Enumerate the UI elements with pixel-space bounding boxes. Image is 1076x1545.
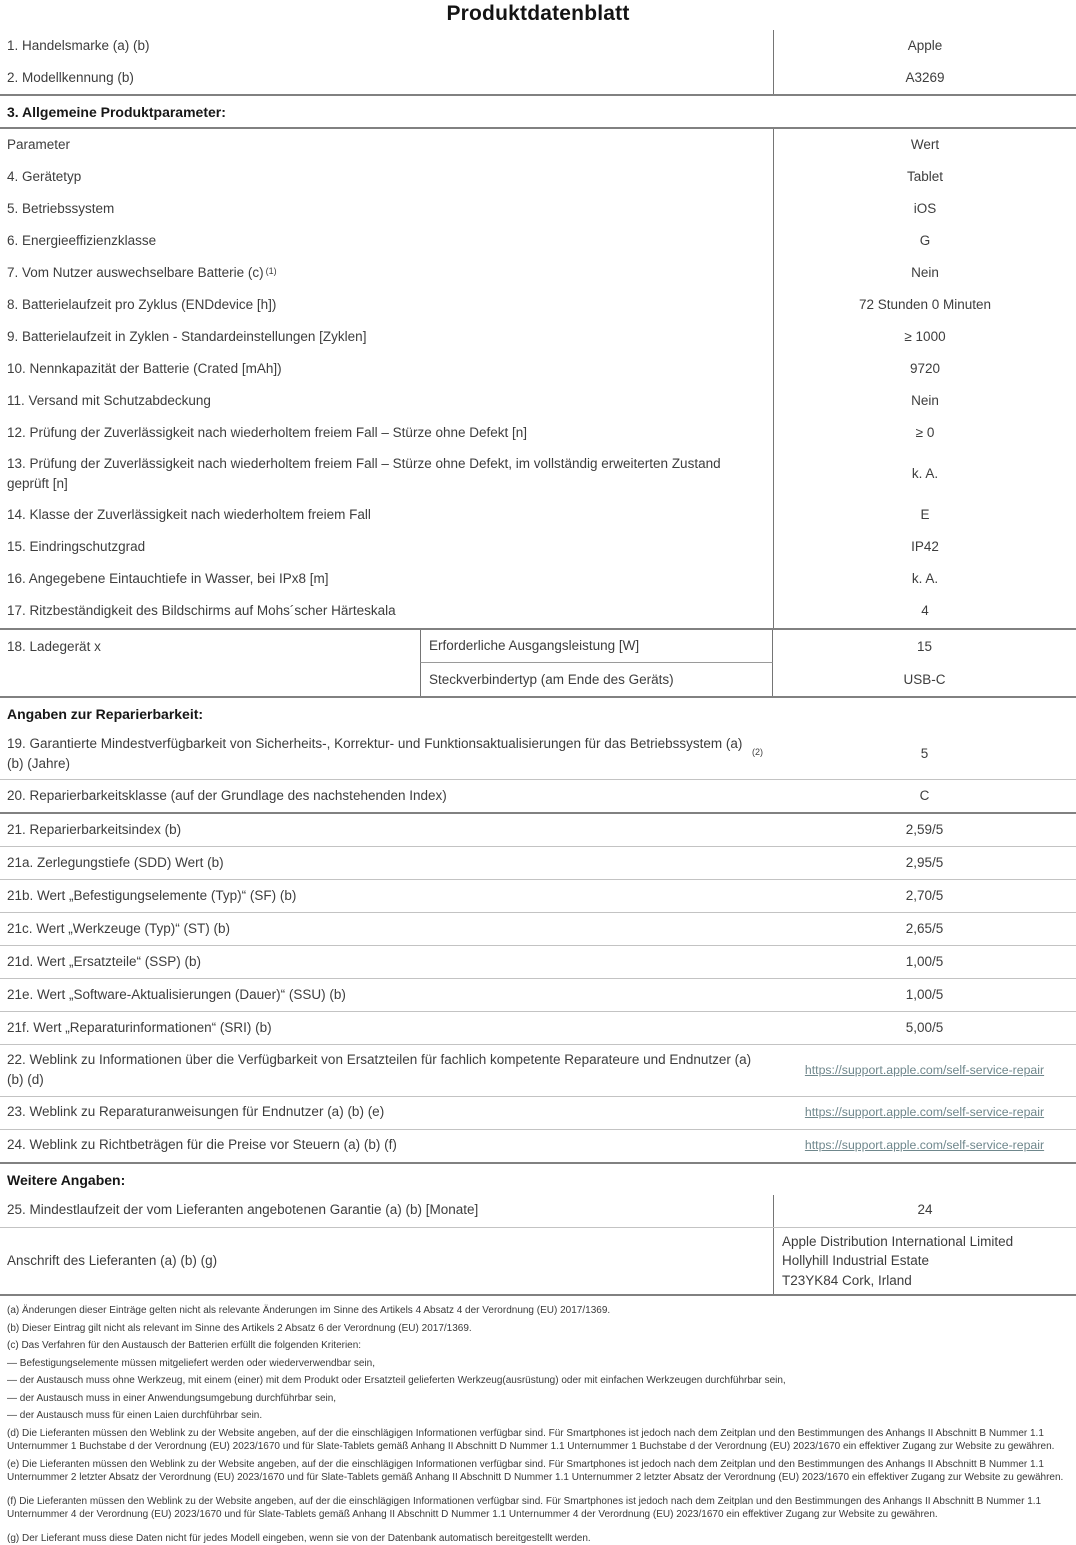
row-label: 11. Versand mit Schutzabdeckung (7, 392, 211, 408)
row-value: 2,59/5 (905, 821, 944, 837)
row-value: 72 Stunden 0 Minuten (773, 289, 1076, 321)
row-value: ≥ 0 (773, 417, 1076, 449)
row-label: 21c. Wert „Werkzeuge (Typ)“ (ST) (b) (7, 920, 231, 936)
footnote: (g) Der Lieferant muss diese Daten nicht für jedes Modell eingeben, wenn sie von der Datenbank automatisch bereitgestellt werden. (7, 1532, 591, 1544)
row-value: k. A. (773, 449, 1076, 500)
row-label: 13. Prüfung der Zuverlässigkeit nach wiederholtem freiem Fall – Stürze ohne Defekt, im vollständig erweiterten Zustand geprüft [n] (7, 456, 721, 492)
table-row (0, 289, 1076, 321)
row-label: 6. Energieeffizienzklasse (7, 232, 157, 248)
row-value: A3269 (773, 62, 1076, 94)
page-title: Produktdatenblatt (446, 2, 630, 25)
weblink-row (0, 1097, 1076, 1129)
table-row (0, 564, 1076, 596)
footnote-criterion: — der Austausch muss ohne Werkzeug, mit einem (einer) mit dem Produkt oder Ersatzteil gelieferten Werkzeug(ausrüstung) oder mit einfachen Werkzeugen durchführbar sein, (7, 1375, 786, 1387)
charger-row (0, 630, 1076, 696)
row-value (773, 1045, 1076, 1096)
row-label: 23. Weblink zu Reparaturanweisungen für Endnutzer (a) (b) (e) (7, 1104, 385, 1120)
table-row (0, 449, 1076, 500)
row-value: iOS (773, 193, 1076, 225)
row-value: 5,00/5 (905, 1019, 944, 1035)
charger-sub-row (420, 630, 1076, 663)
row-label: Parameter (7, 136, 71, 152)
footnotes-section (0, 1296, 1076, 1545)
table-row-model (0, 62, 1076, 94)
row-label: 21e. Wert „Software-Aktualisierungen (Dauer)“ (SSU) (b) (7, 986, 346, 1002)
row-label (0, 257, 773, 289)
row-label: 12. Prüfung der Zuverlässigkeit nach wiederholtem freiem Fall – Stürze ohne Defekt [n] (7, 424, 528, 440)
row-value: IP42 (773, 532, 1076, 564)
table-row (0, 321, 1076, 353)
row-label: 20. Reparierbarkeitsklasse (auf der Grundlage des nachstehenden Index) (7, 787, 447, 803)
row-label: 14. Klasse der Zuverlässigkeit nach wiederholtem freiem Fall (7, 507, 371, 523)
row-label: 15. Eindringschutzgrad (7, 539, 146, 555)
row-value: 1,00/5 (905, 986, 944, 1002)
row-label: 10. Nennkapazität der Batterie (Crated [mAh]) (7, 360, 282, 376)
repairability-section (0, 729, 1076, 1162)
row-label: 8. Batterielaufzeit pro Zyklus (ENDdevice [h]) (7, 296, 277, 312)
row-label: 22. Weblink zu Informationen über die Verfügbarkeit von Ersatzteilen für fachlich kompetente Reparateure und Endnutzer (a) (b) (d) (7, 1052, 752, 1088)
footnote-criterion: — der Austausch muss in einer Anwendungsumgebung durchführbar sein, (7, 1392, 337, 1404)
table-row (0, 847, 1076, 879)
footnote-criterion: — Befestigungselemente müssen mitgeliefert werden oder wiederverwendbar sein, (7, 1357, 375, 1369)
table-row (0, 385, 1076, 417)
row-label-text: 19. Garantierte Mindestverfügbarkeit von Sicherheits-, Korrektur- und Funktionsaktualisierungen für das Betriebssystem (a) (b) (Jahre) (7, 735, 743, 771)
supplier-address-line: T23YK84 Cork, Irland (782, 1272, 912, 1288)
footnote: (a) Änderungen dieser Einträge gelten nicht als relevante Änderungen im Sinne des Artikels 4 Absatz 4 der Verordnung (EU) 2017/1369. (7, 1305, 611, 1317)
section-header-general: 3. Allgemeine Produktparameter: (7, 104, 226, 120)
row-value: k. A. (773, 564, 1076, 596)
supplier-address-line: Hollyhill Industrial Estate (782, 1253, 930, 1269)
row-label: Anschrift des Lieferanten (a) (b) (g) (7, 1252, 218, 1268)
table-row (0, 257, 1076, 289)
row-value: G (773, 225, 1076, 257)
sub-row-label: Erforderliche Ausgangsleistung [W] (420, 630, 773, 663)
row-label: 16. Angegebene Eintauchtiefe in Wasser, bei IPx8 [m] (7, 571, 329, 587)
row-value: 9720 (773, 353, 1076, 385)
table-row (0, 913, 1076, 945)
row-value: 2,95/5 (905, 854, 944, 870)
row-label (0, 729, 773, 780)
supplier-address-line: Apple Distribution International Limited (782, 1233, 1014, 1249)
table-row (0, 161, 1076, 193)
row-value: 24 (773, 1195, 1076, 1227)
table-row (0, 814, 1076, 846)
row-value (773, 1097, 1076, 1129)
weblink-row (0, 1045, 1076, 1096)
row-value: Tablet (773, 161, 1076, 193)
row-label: 2. Modellkennung (b) (7, 69, 134, 85)
sub-row-label: Steckverbindertyp (am Ende des Geräts) (420, 663, 773, 696)
row-value: ≥ 1000 (773, 321, 1076, 353)
row-label: 17. Ritzbeständigkeit des Bildschirms auf Mohs´scher Härteskala (7, 603, 396, 619)
table-row (0, 880, 1076, 912)
row-value: Nein (773, 385, 1076, 417)
table-row (0, 532, 1076, 564)
general-parameters-section (0, 129, 1076, 628)
row-value: Apple (773, 30, 1076, 62)
row-value: 2,65/5 (905, 920, 944, 936)
row-label: 4. Gerätetyp (7, 168, 82, 184)
weblink-row (0, 1130, 1076, 1162)
row-label: 1. Handelsmarke (a) (b) (7, 37, 150, 53)
sub-row-value: 15 (916, 638, 933, 654)
spare-parts-link[interactable]: https://support.apple.com/self-service-repair (804, 1062, 1045, 1077)
table-row (0, 596, 1076, 628)
supplier-row (0, 1228, 1076, 1295)
footnote: (e) Die Lieferanten müssen den Weblink zu der Website angeben, auf der die einschlägigen Informationen verfügbar sind. Für Smartphones ist jedoch nach dem Zeitplan und den Bestimmungen des Anhangs II Abschnitt B Nummer 1.1 Unternummer 2 letzter Absatz der Verordnung (EU) 2023/1670 und für Slate-Tablets gemäß Anhang II Abschnitt D Nummer 1.1 Unternummer 2 letzter Absatz der Verordnung (EU) 2023/1670 ein effektiver Zugang zur Website zu gewähren. (7, 1458, 1064, 1484)
row-value: Nein (773, 257, 1076, 289)
footnote-ref: (1) (265, 266, 277, 277)
row-value: 1,00/5 (905, 953, 944, 969)
table-row (0, 500, 1076, 532)
section-header-more: Weitere Angaben: (7, 1171, 126, 1188)
row-label: 21b. Wert „Befestigungselemente (Typ)“ (SF) (b) (7, 887, 297, 903)
section-header-repairability: Angaben zur Reparierbarkeit: (7, 705, 204, 722)
row-label: 24. Weblink zu Richtbeträgen für die Preise vor Steuern (a) (b) (f) (7, 1137, 397, 1153)
more-info-section (0, 1195, 1076, 1295)
footnote: (d) Die Lieferanten müssen den Weblink zu der Website angeben, auf der die einschlägigen Informationen verfügbar sind. Für Smartphones ist jedoch nach dem Zeitplan und den Bestimmungen des Anhangs II Abschnitt B Nummer 1.1 Unternummer 1 Buchstabe d der Verordnung (EU) 2023/1670 und für Slate-Tablets gemäß Anhang II Abschnitt D Nummer 1.1 Unternummer 1 Buchstabe d der Verordnung (EU) 2023/1670 ein effektiver Zugang zur Website zu gewähren. (7, 1427, 1055, 1453)
row-value: E (773, 500, 1076, 532)
row-label: 25. Mindestlaufzeit der vom Lieferanten angebotenen Garantie (a) (b) [Monate] (7, 1202, 479, 1218)
table-row (0, 780, 1076, 812)
table-row (0, 979, 1076, 1011)
row-value: 4 (773, 596, 1076, 628)
repair-instructions-link[interactable]: https://support.apple.com/self-service-repair (804, 1105, 1045, 1120)
row-label: 21f. Wert „Reparaturinformationen“ (SRI) (b) (7, 1019, 272, 1035)
row-label: 18. Ladegerät x (7, 638, 101, 654)
footnote: (b) Dieser Eintrag gilt nicht als relevant im Sinne des Artikels 2 Absatz 6 der Verordnung (EU) 2017/1369. (7, 1322, 472, 1334)
footnote-ref: (2) (752, 747, 763, 757)
row-label: 21d. Wert „Ersatzteile“ (SSP) (b) (7, 953, 202, 969)
charger-sub-row (420, 663, 1076, 696)
table-row (0, 353, 1076, 385)
row-value: Wert (773, 129, 1076, 161)
row-value: C (919, 787, 930, 803)
identity-section (0, 30, 1076, 94)
table-row-brand (0, 30, 1076, 62)
footnote-criterion: — der Austausch muss für einen Laien durchführbar sein. (7, 1410, 263, 1422)
table-row (0, 1012, 1076, 1044)
table-row (0, 225, 1076, 257)
row-value: 2,70/5 (905, 887, 944, 903)
table-row (0, 417, 1076, 449)
row-value: 5 (920, 745, 929, 761)
price-guide-link[interactable]: https://support.apple.com/self-service-repair (804, 1138, 1045, 1153)
footnote: (f) Die Lieferanten müssen den Weblink zu der Website angeben, auf der die einschlägigen Informationen verfügbar sind. Für Smartphones ist jedoch nach dem Zeitplan und den Bestimmungen des Anhangs II Abschnitt B Nummer 1.1 Unternummer 4 der Verordnung (EU) 2023/1670 und für Slate-Tablets gemäß Anhang II Abschnitt D Nummer 1.1 Unternummer 4 der Verordnung (EU) 2023/1670 ein effektiver Zugang zur Website zu gewähren. (7, 1495, 1042, 1521)
table-row (0, 946, 1076, 978)
footnote: (c) Das Verfahren für den Austausch der Batterien erfüllt die folgenden Kriterien: (7, 1340, 362, 1352)
table-row (0, 729, 1076, 780)
table-row (0, 193, 1076, 225)
charger-subtable (420, 630, 1076, 696)
row-label: 21. Reparierbarkeitsindex (b) (7, 821, 182, 837)
row-label-text: 7. Vom Nutzer auswechselbare Batterie (c) (7, 264, 264, 280)
row-label: 9. Batterielaufzeit in Zyklen - Standardeinstellungen [Zyklen] (7, 328, 367, 344)
row-label: 5. Betriebssystem (7, 200, 115, 216)
sub-row-value: USB-C (903, 671, 946, 687)
supplier-address (773, 1228, 1076, 1295)
table-row (0, 129, 1076, 161)
warranty-row (0, 1195, 1076, 1227)
row-value (773, 1130, 1076, 1162)
row-label: 21a. Zerlegungstiefe (SDD) Wert (b) (7, 854, 224, 870)
